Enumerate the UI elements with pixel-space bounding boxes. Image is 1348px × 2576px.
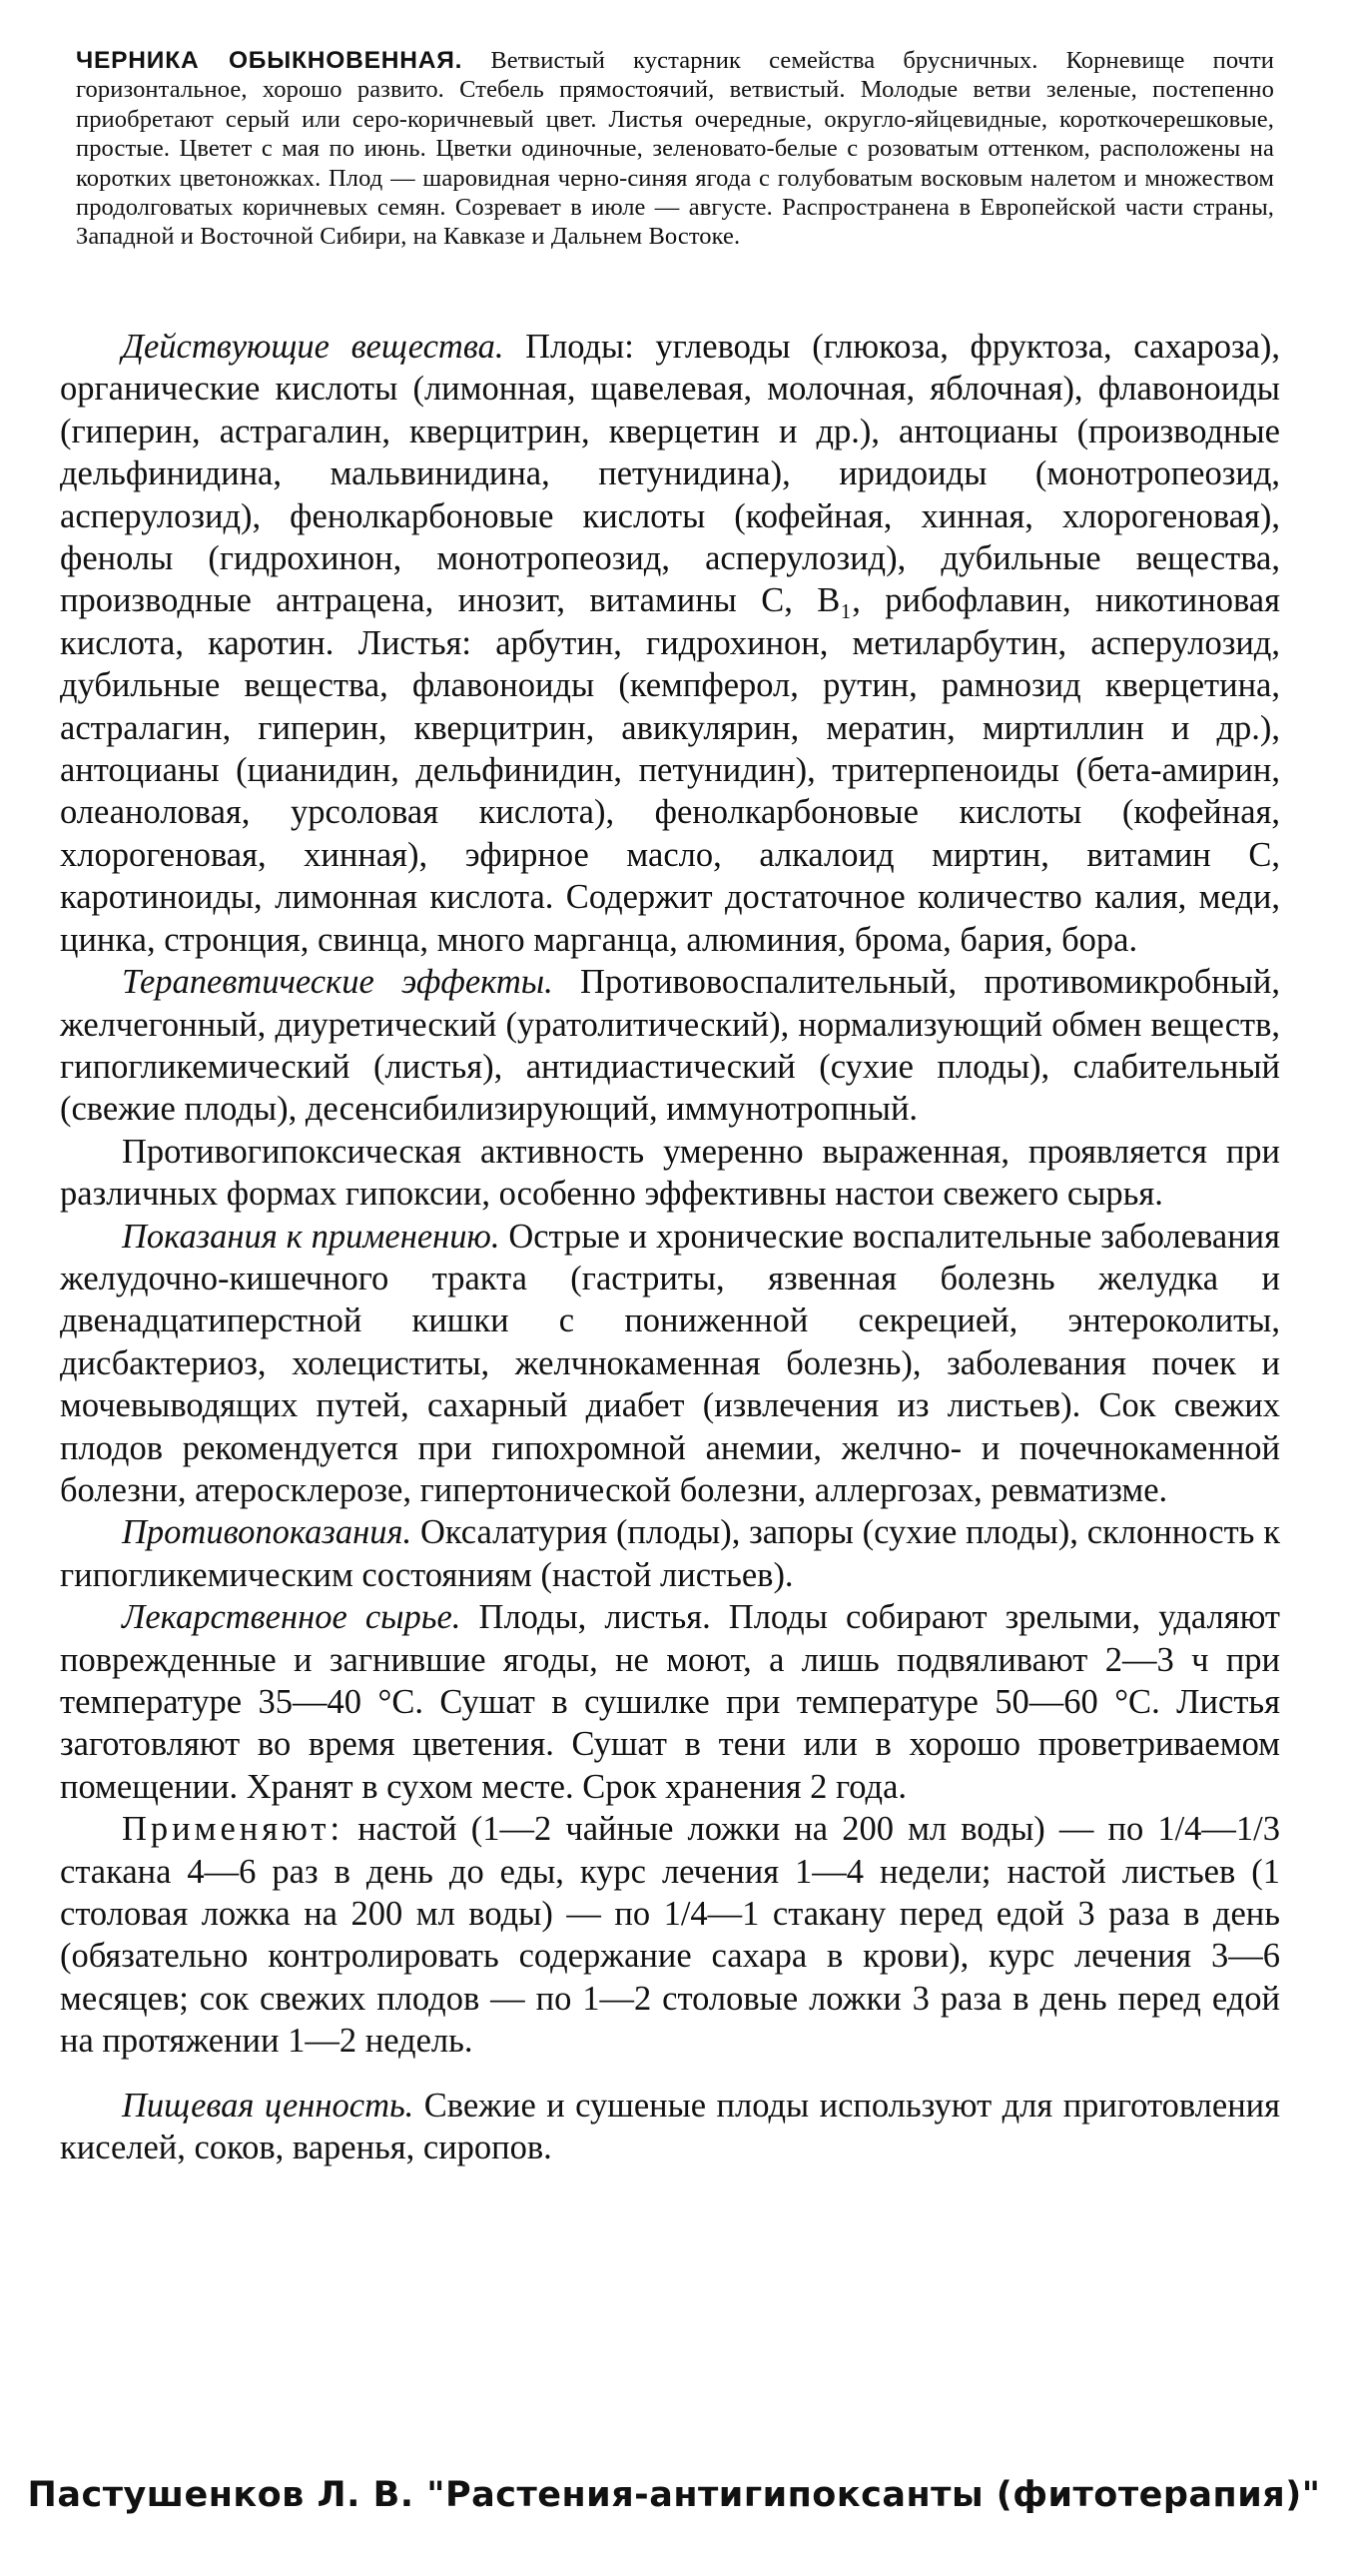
section-usage xyxy=(60,1808,1280,2062)
section-heading: Лекарственное сырье. xyxy=(122,1598,461,1637)
section-text: Свежие и сушеные плоды используют для приготовления киселей, соков, варенья, сиропов. xyxy=(60,2086,1280,2167)
section-text: Плоды: углеводы (глюкоза, фруктоза, сахароза), органические кислоты (лимонная, щавелевая, молочная, яблочная), флавоноиды (гиперин, астрагалин, кверцитрин, кверцетин и др.), антоцианы (производные дельфинидина, мальвинидина, петунидина), иридоиды (монотропеозид, асперулозид), фенолкарбоновые кислоты (кофейная, хинная, хлорогеновая), фенолы (гидрохинон, монотропеозид, асперулозид), дубильные вещества, производные антрацена, инозит, витамины С, B₁, рибофлавин, никотиновая кислота, каротин. Листья: арбутин, гидрохинон, метиларбутин, асперулозид, дубильные вещества, флавоноиды (кемпферол, рутин, рамнозид кверцетина, астралагин, гиперин, кверцитрин, авикулярин, мератин, миртиллин и др.), антоцианы (цианидин, дельфинидин, петунидин), тритерпеноиды (бета-амирин, олеаноловая, урсоловая кислота), фенолкарбоновые кислоты (кофейная, хлорогеновая, хинная), эфирное масло, алкалоид миртин, витамин С, каротиноиды, лимонная кислота. Содержит достаточное количество калия, меди, цинка, стронция, свинца, много марганца, алюминия, брома, бария, бора. xyxy=(60,328,1280,959)
section-text: настой (1—2 чайные ложки на 200 мл воды) — по 1/4—1/3 стакана 4—6 раз в день до еды, курс лечения 1—4 недели; настой листьев (1 столовая ложка на 200 мл воды) — по 1/4—1 стакану перед едой 3 раза в день (обязательно контролировать содержание сахара в крови), курс лечения 3—6 месяцев; сок свежих плодов — по 1—2 столовые ложки 3 раза в день перед едой на протяжении 1—2 недель. xyxy=(60,1810,1281,2061)
species-title: ЧЕРНИКА ОБЫКНОВЕННАЯ. xyxy=(76,47,463,74)
section-heading: Противопоказания. xyxy=(122,1513,412,1552)
section-heading: Применяют: xyxy=(122,1810,344,1849)
section-indications xyxy=(60,1216,1280,1512)
section-heading: Пищевая ценность. xyxy=(122,2086,414,2125)
section-contraindications xyxy=(60,1511,1280,1596)
section-text: Острые и хронические воспалительные заболевания желудочно-кишечного тракта (гастриты, язвенная болезнь желудка и двенадцатиперстной кишки с пониженной секрецией, энтероколиты, дисбактериоз, холециститы, желчнокаменная болезнь), заболевания почек и мочевыводящих путей, сахарный диабет (извлечения из листьев). Сок свежих плодов рекомендуется при гипохромной анемии, желчно- и почечнокаменной болезни, атеросклерозе, гипертонической болезни, аллергозах, ревматизме. xyxy=(60,1217,1280,1509)
section-raw-material xyxy=(60,1596,1280,1808)
species-description-text: Ветвистый кустарник семейства брусничных. Корневище почти горизонтальное, хорошо развито. Стебель прямостоячий, ветвистый. Молодые ветви зеленые, постепенно приобретают серый или серо-коричневый цвет. Листья очередные, округло-яйцевидные, короткочерешковые, простые. Цветет с мая по июнь. Цветки одиночные, зеленовато-белые с розоватым оттенком, расположены на коротких цветоножках. Плод — шаровидная черно-синяя ягода с голубоватым восковым налетом и множеством продолговатых коричневых семян. Созревает в июле — августе. Распространена в Европейской части страны, Западной и Восточной Сибири, на Кавказе и Дальнем Востоке. xyxy=(76,47,1274,251)
section-heading: Показания к применению. xyxy=(122,1217,500,1256)
section-therapeutic-effects xyxy=(60,961,1280,1131)
section-text: Оксалатурия (плоды), запоры (сухие плоды), склонность к гипогликемическим состояниям (настой листьев). xyxy=(60,1513,1280,1594)
section-text: Плоды, листья. Плоды собирают зрелыми, удаляют поврежденные и загнившие ягоды, не моют, а лишь подвяливают 2—3 ч при температуре 35—40 °С. Сушат в сушилке при температуре 50—60 °С. Листья заготовляют во время цветения. Сушат в тени или в хорошо проветриваемом помещении. Хранят в сухом месте. Срок хранения 2 года. xyxy=(60,1598,1280,1806)
section-text: Противогипоксическая активность умеренно выраженная, проявляется при различных формах гипоксии, особенно эффективны настои свежего сырья. xyxy=(60,1132,1280,1214)
section-active-substances xyxy=(60,326,1280,961)
section-heading: Действующие вещества. xyxy=(122,328,504,366)
section-heading: Терапевтические эффекты. xyxy=(122,963,553,1002)
species-description xyxy=(76,46,1274,252)
source-citation: Пастушенков Л. В. "Растения-антигипоксанты (фитотерапия)" xyxy=(27,2475,1321,2515)
section-food-value xyxy=(60,2085,1280,2169)
section-antihypoxic-activity xyxy=(60,1131,1280,1216)
section-text: Противовоспалительный, противомикробный, желчегонный, диуретический (уратолитический), нормализующий обмен веществ, гипогликемический (листья), антидиастический (сухие плоды), слабительный (свежие плоды), десенсибилизирующий, иммунотропный. xyxy=(60,963,1280,1129)
article-body xyxy=(60,326,1280,2168)
